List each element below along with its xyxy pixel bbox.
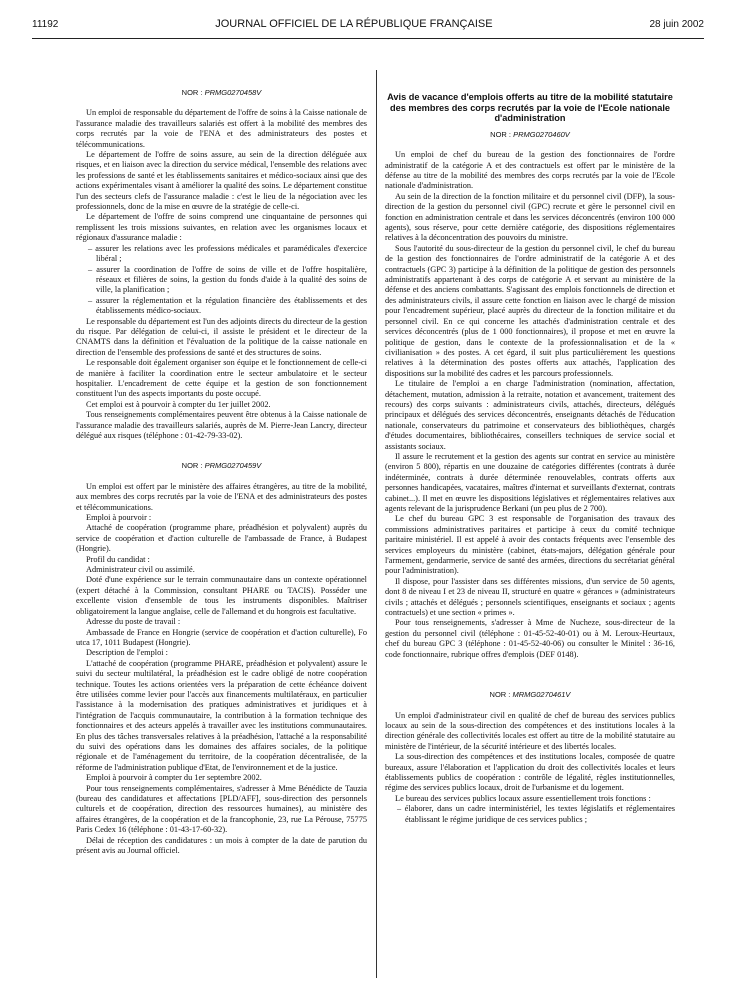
- paragraph: Un emploi de responsable du département de l'offre de soins à la Caisse nationale de l'assurance maladie des travailleurs salariés est offert à la mobilité des membres des corps recrutés par la voie de l'ENA et des administrateurs des postes et télécommunications.: [76, 108, 367, 149]
- paragraph: Il dispose, pour l'assister dans ses différentes missions, d'un service de 50 agents, dont 8 de niveau I et 23 de niveau II, structuré en quatre « gérances » (administrateurs civils ; attachés et délégués ; personnels scientifiques, enseignants et sociaux ; agents contractuels) et une section « primes ».: [385, 576, 675, 618]
- column-divider: [376, 70, 377, 978]
- paragraph: Le département de l'offre de soins comprend une cinquantaine de personnes qui remplissent les trois missions suivantes, en relation avec les organismes locaux et régionaux d'assurance maladie :: [76, 212, 367, 243]
- paragraph: Le titulaire de l'emploi a en charge l'administration (nomination, affectation, détachement, mutation, admission à la retraite, notation et avancement, traitement des recours) des corps suivants : administrateurs civils, attachés, directeurs, délégués principaux et délégués des services déconcentrés, enseignants détachés de l'éducation nationale, conservateurs du patrimoine et conservateurs des bibliothèques, chargés d'études documentaires, bibliothécaires, conseillers techniques de service social et assistants sociaux.: [385, 379, 675, 451]
- paragraph: Administrateur civil ou assimilé.: [86, 565, 195, 575]
- paragraph: Le responsable doit également organiser son équipe et le fonctionnement de celle-ci de manière à faciliter la coordination entre le secteur ambulatoire et le secteur hospitalier. L'encadrement de cette équipe et la gestion de son fonctionnement constituent l'un des aspects importants du poste occupé.: [76, 358, 367, 399]
- nor-reference: NOR : PRMG0270460V: [490, 129, 570, 139]
- mission-list: [76, 244, 367, 317]
- paragraph: Un emploi de chef du bureau de la gestion des fonctionnaires de l'ordre administratif de la catégorie A et des contractuels est offert par le ministère de la défense au titre de la mobilité des membres des corps recrutés par la voie de l'Ecole nationale d'administration.: [385, 150, 675, 191]
- nor-reference: NOR : MRMG0270461V: [489, 690, 571, 700]
- paragraph: Au sein de la direction de la fonction militaire et du personnel civil (DFP), la sous-direction de la gestion du personnel civil (GPC) recrute et gère le personnel civil en fonction en administration centrale et dans les services déconcentrés (environ 100 000 agents), sous réserve, pour cette dernière catégorie, des dispositions réglementaires relatives à la déconcentration des pouvoirs du ministre.: [385, 191, 675, 243]
- paragraph: Profil du candidat :: [86, 554, 150, 564]
- notice-title: Avis de vacance d'emplois offerts au titre de la mobilité statutaire des membres des corps recrutés par la voie de l'Ecole nationale d'administration: [387, 92, 673, 124]
- list-item: – assurer la coordination de l'offre de soins de ville et de l'offre hospitalière, réseaux et filières de soins, la gestion du fonds d'aide à la qualité des soins de ville, la planification ;: [88, 264, 367, 295]
- paragraph: L'attaché de coopération (programme PHARE, préadhésion et polyvalent) assure le suivi du secteur multilatéral, la préadhésion est le cadre obligé de notre coopération technique. Toutes les actions orientées vers la préparation de cette échéance doivent être utilisées comme levier pour l'accès aux financements multilatéraux, en particulier l'assistance à la modernisation des pratiques administratives et juridiques et à l'intégration de l'acquis communautaire, la contribution à la formation technique des fonctionnaires et des acteurs appelés à travailler avec les institutions communautaires. En plus des tâches transversales relatives à la préadhésion, l'attaché a la responsabilité du suivi des opérations dans les domaines des affaires sociales, de la politique régionale et de l'aménagement du territoire, de la coopération décentralisée, de la réforme de l'administration publique d'Etat, de l'environnement et de la justice.: [76, 658, 367, 772]
- paragraph: Adresse du poste de travail :: [86, 617, 181, 627]
- paragraph: Ambassade de France en Hongrie (service de coopération et d'action culturelle), Fo utca 17, 1011 Budapest (Hongrie).: [76, 627, 367, 647]
- list-item: – élaborer, dans un cadre interministériel, les textes législatifs et réglementaires établissant le régime juridique de ces services publics ;: [397, 804, 675, 824]
- right-column: [385, 92, 675, 825]
- paragraph: Le responsable du département est l'un des adjoints directs du directeur de la gestion du risque. Par délégation de celui-ci, il assiste le président et le directeur de la CNAMTS dans la définition et l'évaluation de la politique de la caisse nationale en direction de l'ensemble des professions de santé et des structures de soins.: [76, 316, 367, 357]
- paragraph: Il assure le recrutement et la gestion des agents sur contrat en service au ministère (environ 5 800), répartis en une douzaine de catégories différentes (contrats à durée indéterminée, contrats à durée déterminée renouvelables, contrats offerts aux personnes handicapées, vacataires, maîtres d'internat et surveillants d'externat, contrats cabinet...). Il met en œuvre les dispositions législatives et réglementaires relatives aux agents relevant de la jurisprudence Berkani (un peu plus de 2 700).: [385, 451, 675, 513]
- issue-date: 28 juin 2002: [649, 18, 704, 30]
- journal-title: JOURNAL OFFICIEL DE LA RÉPUBLIQUE FRANÇAISE: [215, 18, 493, 30]
- function-list: [385, 804, 675, 825]
- paragraph: La sous-direction des compétences et des institutions locales, composée de quatre bureaux, assure l'élaboration et l'application du droit des collectivités locales et leurs établissements publics de coopération : contrôle de légalité, règles institutionnelles, régime des services publics locaux, droit de l'urbanisme et du logement.: [385, 752, 675, 793]
- paragraph: Cet emploi est à pourvoir à compter du 1er juillet 2002.: [86, 399, 271, 409]
- paragraph: Attaché de coopération (programme phare, préadhésion et polyvalent) auprès du service de coopération et d'action culturelle de l'ambassade de France, à Budapest (Hongrie).: [76, 523, 367, 554]
- page-number: 11192: [32, 18, 59, 30]
- paragraph: Description de l'emploi :: [86, 648, 168, 658]
- paragraph: Doté d'une expérience sur le terrain communautaire dans un contexte opérationnel (expert détaché à la Commission, consultant PHARE ou TACIS). Posséder une excellente vision d'ensemble de tous les instruments disponibles. Maîtriser obligatoirement la langue anglaise, celle de l'allemand et du hongrois est facultative.: [76, 575, 367, 616]
- paragraph: Tous renseignements complémentaires peuvent être obtenus à la Caisse nationale de l'assurance maladie des travailleurs salariés, auprès de M. Pierre-Jean Lancry, directeur délégué aux risques (téléphone : 01-42-79-33-02).: [76, 410, 367, 440]
- paragraph: Le département de l'offre de soins assure, au sein de la direction déléguée aux risques, et en liaison avec la direction du service médical, l'ensemble des relations avec les professions de santé et les établissements sanitaires et médico-sociaux ainsi que des actions expérimentales visant à améliorer la qualité des soins. Le département constitue l'un des secteurs clefs de l'assurance maladie : c'est le lieu de la négociation avec les professionnels, donc de la mise en œuvre de la stratégie de celle-ci.: [76, 150, 367, 212]
- list-item: – assurer la réglementation et la régulation financière des établissements et des établissements médico-sociaux.: [88, 295, 367, 316]
- paragraph: Pour tous renseignements complémentaires, s'adresser à Mme Bénédicte de Tauzia (bureau des candidatures et affectations [PLD/AFF], sous-direction des personnels culturels et de coopération, direction des ressources humaines), au ministère des affaires étrangères, de la coopération et de la francophonie, 23, rue La Pérouse, 75775 Paris Cedex 16 (téléphone : 01-43-17-60-32).: [76, 783, 367, 835]
- paragraph: Pour tous renseignements, s'adresser à Mme de Nucheze, sous-directeur de la gestion du personnel civil (téléphone : 01-45-52-40-01) ou à M. Leroux-Heurtaux, chef du bureau GPC 3 (téléphone : 01-45-52-40-06) ou consulter le Minitel : 36-16, code fonctionnaire, rubrique offres d'emplois (DEF 0148).: [385, 618, 675, 659]
- paragraph: Un emploi est offert par le ministère des affaires étrangères, au titre de la mobilité, aux membres des corps recrutés par la voie de l'ENA et des administrateurs des postes et télécommunications.: [76, 481, 367, 512]
- paragraph: Un emploi d'administrateur civil en qualité de chef de bureau des services publics locaux au sein de la sous-direction des compétences et des institutions locales à la direction générale des collectivités locales est offert au titre de la mobilité statutaire au ministère de l'intérieur, de la sécurité intérieure et des libertés locales.: [385, 710, 675, 751]
- left-column: [76, 82, 367, 856]
- paragraph: Emploi à pourvoir :: [86, 513, 152, 523]
- nor-reference: NOR : PRMG0270459V: [181, 461, 262, 471]
- paragraph: Le bureau des services publics locaux assure essentiellement trois fonctions :: [395, 793, 651, 803]
- paragraph: Délai de réception des candidatures : un mois à compter de la date de parution du présent avis au Journal officiel.: [76, 835, 367, 856]
- paragraph: Le chef du bureau GPC 3 est responsable de l'organisation des travaux des commissions administratives paritaires et participe à ceux du comité technique paritaire ministériel. Il est appelé à avoir des contacts fréquents avec l'ensemble des services employeurs du ministère (cabinet, états-majors, délégation générale pour l'armement, gendarmerie, service de santé des armées, directions du secrétariat général pour l'administration).: [385, 514, 675, 576]
- paragraph: Emploi à pourvoir à compter du 1er septembre 2002.: [86, 773, 262, 783]
- page-header: [32, 14, 704, 39]
- paragraph: Sous l'autorité du sous-directeur de la gestion du personnel civil, le chef du bureau de la gestion des fonctionnaires de l'ordre administratif de la catégorie A et des contractuels (GPC 3) participe à la définition de la politique de gestion des personnels administratifs appartenant à des corps de catégorie A et servant au ministère de la défense et des anciens combattants. S'agissant des emplois fonctionnels de direction et des administrateurs civils, il assure cette fonction en liaison avec le chargé de mission pour l'encadrement supérieur, placé auprès du directeur de la fonction militaire et du personnel civil. En ce qui concerne les attachés d'administration centrale et des services déconcentrés (plus de 1 000 fonctionnaires), il propose et met en œuvre la politique de gestion, dans le contexte de la professionnalisation et de la « civilianisation » des postes. A cet égard, il suit plus particulièrement les questions relatives à la détermination des postes offerts aux attachés, l'application des dispositions sur la mobilité des cadres et les parcours professionnels.: [385, 243, 675, 378]
- nor-reference: NOR : PRMG0270458V: [181, 88, 262, 97]
- list-item: – assurer les relations avec les professions médicales et paramédicales d'exercice libéral ;: [88, 243, 367, 264]
